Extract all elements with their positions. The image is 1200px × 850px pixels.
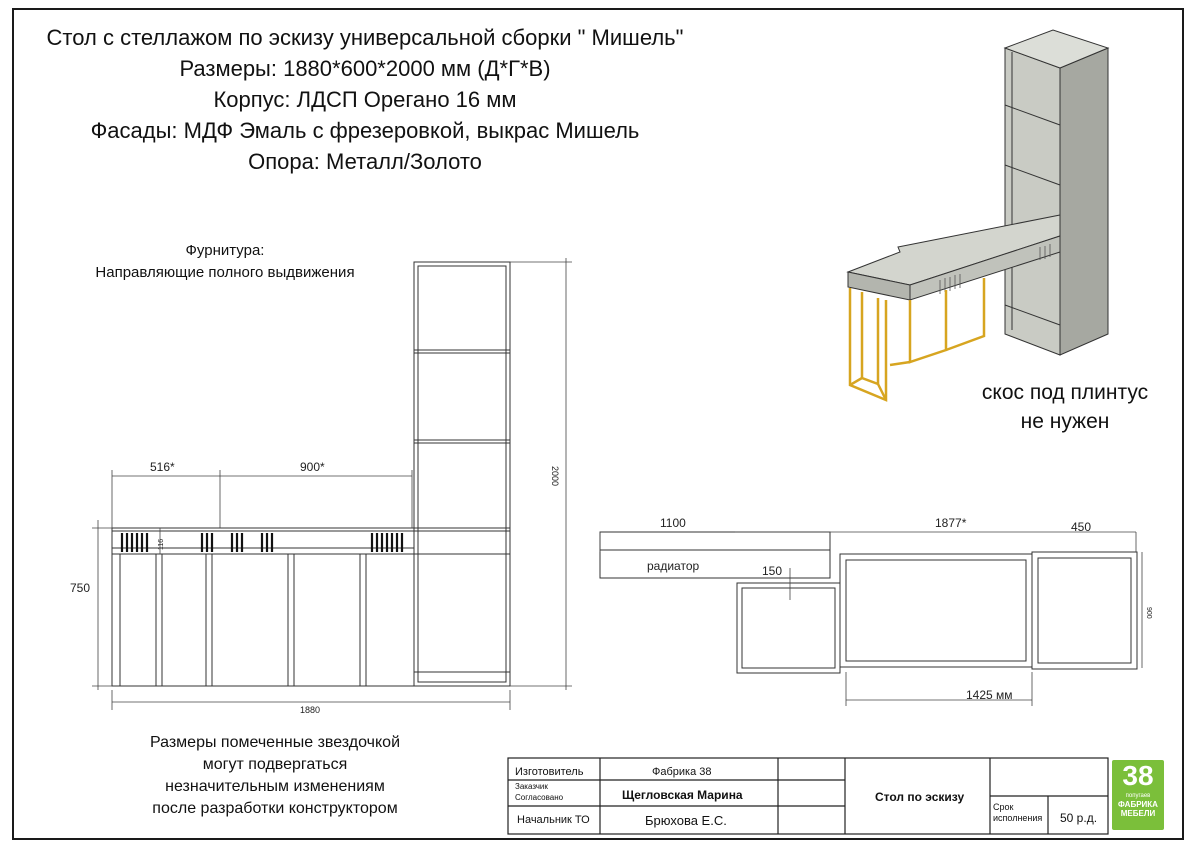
tt-maker-value: Фабрика 38: [652, 766, 712, 778]
dim-1425: 1425 мм: [966, 688, 1013, 702]
front-elevation: [92, 258, 572, 710]
plan-main-desk: [840, 554, 1032, 667]
asterisk-note-line-3: незначительным изменениям: [165, 778, 385, 795]
tt-chief-value: Брюхова Е.С.: [645, 813, 727, 828]
dim-1880: 1880: [300, 705, 321, 715]
dim-516: 516*: [150, 460, 175, 474]
title-line-2: Размеры: 1880*600*2000 мм (Д*Г*В): [179, 56, 551, 81]
factory-logo: [1112, 760, 1164, 830]
logo-small: попугаев: [1125, 793, 1151, 799]
dim-1100: 1100: [660, 516, 686, 530]
dim-750: 750: [70, 581, 91, 595]
title-line-1: Стол с стеллажом по эскизу универсальной сборки " Мишель": [46, 25, 684, 50]
radiator-outline: [600, 532, 830, 578]
fittings-value: Направляющие полного выдвижения: [95, 264, 355, 281]
dim-900-front: 900*: [300, 460, 325, 474]
tower-side-face: [1060, 48, 1108, 355]
logo-number: 38: [1122, 760, 1154, 791]
plan-small-box: [737, 583, 840, 673]
asterisk-note-line-4: после разработки конструктором: [152, 800, 398, 817]
asterisk-note-line-1: Размеры помеченные звездочкой: [149, 734, 401, 751]
desk-3d-view: [848, 30, 1108, 400]
asterisk-note-line-2: могут подвергаться: [202, 756, 348, 773]
tt-chief-label: Начальник ТО: [517, 814, 590, 826]
tt-agreed-label: Согласовано: [515, 793, 564, 802]
tt-customer-value: Щегловская Марина: [622, 788, 743, 802]
front-tower: [414, 262, 510, 686]
dim-900-plan: 900: [1145, 607, 1152, 619]
dim-450: 450: [1071, 520, 1092, 534]
plinth-note-line-1: скос под плинтус: [981, 381, 1149, 404]
title-line-5: Опора: Металл/Золото: [248, 149, 482, 174]
front-dimension-lines: [92, 258, 572, 710]
dim-2000: 2000: [550, 466, 560, 487]
front-desktop: [112, 528, 510, 554]
tt-maker-label: Изготовитель: [515, 766, 584, 778]
tower-front-face: [1005, 48, 1060, 355]
fittings-label: Фурнитура:: [185, 242, 265, 259]
tt-product: Стол по эскизу: [875, 790, 965, 804]
tt-term-value: 50 р.д.: [1060, 811, 1098, 825]
tt-term-label-1: Срок: [993, 802, 1014, 812]
dim-1877: 1877*: [935, 516, 967, 530]
logo-word-1: ФАБРИКА: [1118, 800, 1158, 809]
title-line-3: Корпус: ЛДСП Орегано 16 мм: [213, 87, 517, 112]
radiator-label: радиатор: [647, 559, 700, 573]
title-line-4: Фасады: МДФ Эмаль с фрезеровкой, выкрас Мишель: [90, 118, 640, 143]
plan-tower: [1032, 552, 1137, 669]
plinth-note-line-2: не нужен: [1020, 410, 1110, 433]
tt-customer-label: Заказчик: [515, 782, 548, 791]
tt-term-label-2: исполнения: [993, 813, 1043, 823]
logo-word-2: МЕБЕЛИ: [1120, 809, 1156, 818]
dim-116: 116: [158, 538, 165, 550]
front-legs: [112, 554, 366, 686]
dim-150: 150: [762, 564, 783, 578]
